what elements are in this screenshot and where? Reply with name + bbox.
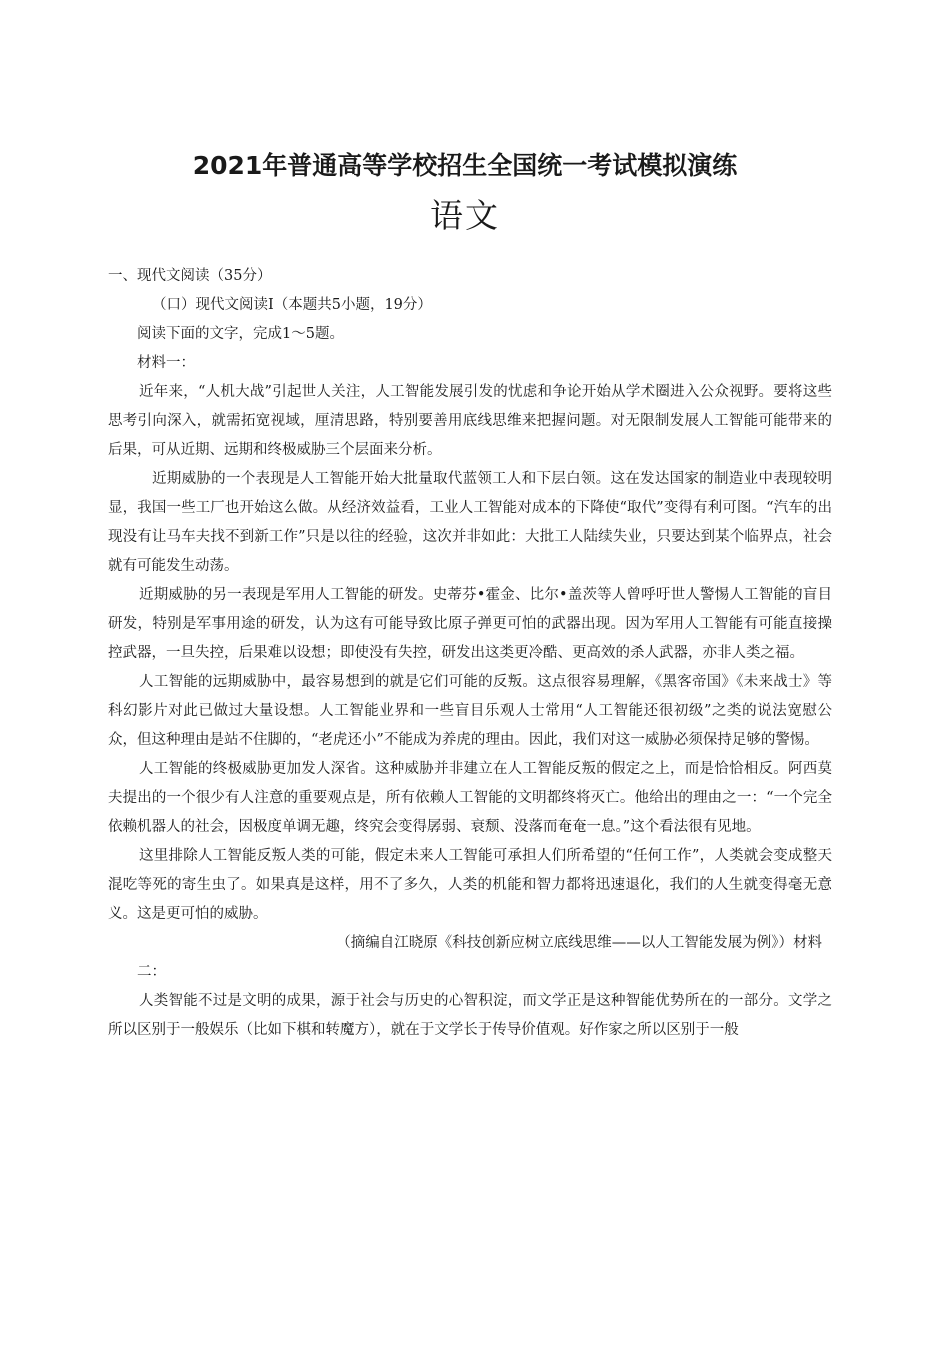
- material-one-paragraph: 近年来，“人机大战”引起世人关注，人工智能发展引发的忧虑和争论开始从学术圈进入公众视野。要将这些思考引向深入，就需拓宽视域，厘清思路，特别要善用底线思维来把握问题。对无限制发展人工智能可能带来的后果，可从近期、远期和终极威胁三个层面来分析。: [108, 384, 832, 458]
- exam-title: 2021年普通高等学校招生全国统一考试模拟演练: [192, 151, 738, 180]
- material-one-paragraph: 人工智能的终极威胁更加发人深省。这种威胁并非建立在人工智能反叛的假定之上，而是恰恰相反。阿西莫夫提出的一个很少有人注意的重要观点是，所有依赖人工智能的文明都终将灭亡。他给出的理由之一：“一个完全依赖机器人的社会，因极度单调无趣，终究会变得孱弱、衰颓、没落而奄奄一息。”这个看法很有见地。: [108, 761, 832, 835]
- material-two-paragraph: 人类智能不过是文明的成果，源于社会与历史的心智积淀，而文学正是这种智能优势所在的一部分。文学之所以区别于一般娱乐（比如下棋和转魔方），就在于文学长于传导价值观。好作家之所以区别于一般: [108, 993, 832, 1038]
- exam-content: [108, 262, 832, 1045]
- material-one-paragraph: 近期威胁的一个表现是人工智能开始大批量取代蓝领工人和下层白领。这在发达国家的制造业中表现较明显，我国一些工厂也开始这么做。从经济效益看，工业人工智能对成本的下降使“取代”变得有利可图。“汽车的出现没有让马车夫找不到新工作”只是以往的经验，这次并非如此：大批工人陆续失业，只要达到某个临界点，社会就有可能发生动荡。: [108, 471, 832, 574]
- material-two-label: 二：: [137, 964, 166, 980]
- material-one-source: （摘编自江晓原《科技创新应树立底线思维——以人工智能发展为例》）材料: [336, 935, 822, 951]
- section-heading: 一、现代文阅读（35分）: [108, 268, 272, 284]
- material-one-paragraph: 人工智能的远期威胁中，最容易想到的就是它们可能的反叛。这点很容易理解，《黑客帝国》《未来战士》等科幻影片对此已做过大量设想。人工智能业界和一些盲目乐观人士常用“人工智能还很初级”之类的说法宽慰公众，但这种理由是站不住脚的，“老虎还小”不能成为养虎的理由。因此，我们对这一威胁必须保持足够的警惕。: [108, 674, 832, 748]
- subject-title: 语文: [430, 196, 500, 235]
- material-one-label: 材料一：: [137, 355, 195, 371]
- section-subheading: （口）现代文阅读I（本题共5小题，19分）: [152, 297, 432, 313]
- material-one-paragraph: 这里排除人工智能反叛人类的可能，假定未来人工智能可承担人们所希望的“任何工作”，人类就会变成整天混吃等死的寄生虫了。如果真是这样，用不了多久，人类的机能和智力都将迅速退化，我们的人生就变得毫无意义。这是更可怕的威胁。: [108, 848, 832, 922]
- material-one-paragraph: 近期威胁的另一表现是军用人工智能的研发。史蒂芬•霍金、比尔•盖茨等人曾呼吁世人警惕人工智能的盲目研发，特别是军事用途的研发，认为这有可能导致比原子弹更可怕的武器出现。因为军用人工智能有可能直接操控武器，一旦失控，后果难以设想；即使没有失控，研发出这类更冷酷、更高效的杀人武器，亦非人类之福。: [108, 587, 832, 661]
- reading-instruction: 阅读下面的文字，完成1〜5题。: [137, 326, 344, 342]
